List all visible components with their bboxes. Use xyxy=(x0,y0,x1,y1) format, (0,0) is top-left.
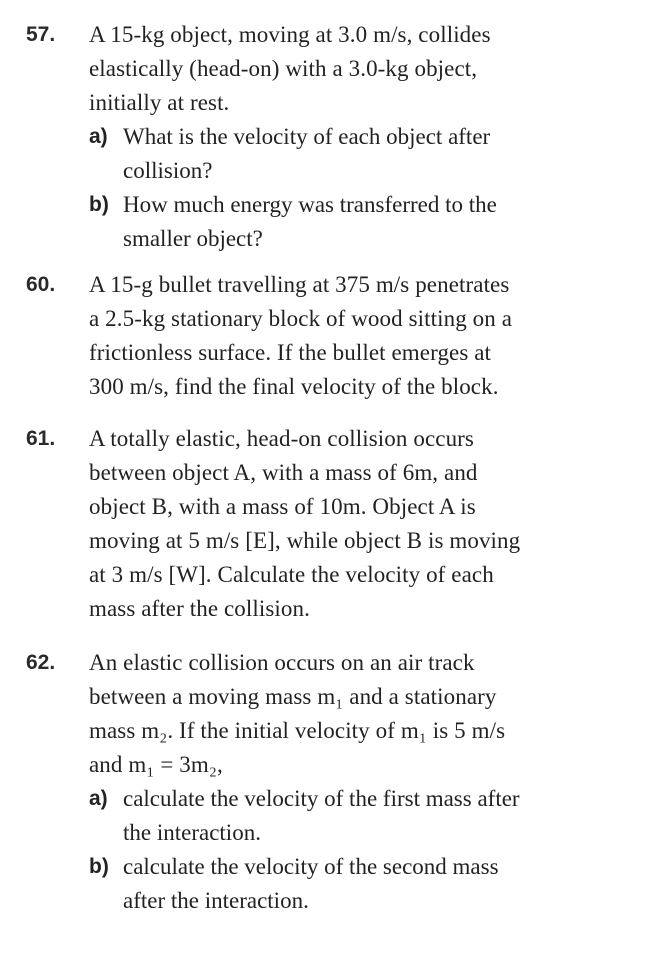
stem-line: a 2.5-kg stationary block of wood sitting on a xyxy=(89,306,513,331)
sub-question-label: b) xyxy=(89,193,109,216)
sub-question-b xyxy=(89,850,646,918)
problem-number: 60. xyxy=(26,273,56,296)
problem-stem xyxy=(89,422,646,626)
stem-line: initially at rest. xyxy=(89,90,230,115)
sub-question-line: What is the velocity of each object after xyxy=(123,124,491,149)
problem-number: 61. xyxy=(26,427,56,450)
stem-line: An elastic collision occurs on an air track xyxy=(89,650,475,675)
sub-question-line: collision? xyxy=(123,158,213,183)
problem-57 xyxy=(26,18,646,256)
stem-line: mass m₂. If the initial velocity of m₁ is 5 m/s xyxy=(89,718,506,743)
sub-question-line: the interaction. xyxy=(123,820,261,845)
sub-question-a xyxy=(89,782,646,850)
stem-line: frictionless surface. If the bullet emerges at xyxy=(89,340,492,365)
sub-question-a xyxy=(89,120,646,188)
stem-line: moving at 5 m/s [E], while object B is moving xyxy=(89,528,521,553)
stem-line: 300 m/s, find the final velocity of the block. xyxy=(89,374,499,399)
stem-line: object B, with a mass of 10m. Object A is xyxy=(89,494,476,519)
problem-60 xyxy=(26,268,646,404)
problem-62 xyxy=(26,646,646,918)
problem-stem xyxy=(89,268,646,404)
sub-question-b xyxy=(89,188,646,256)
stem-line: A 15-g bullet travelling at 375 m/s penetrates xyxy=(89,272,510,297)
stem-line: between object A, with a mass of 6m, and xyxy=(89,460,478,485)
stem-line: A 15-kg object, moving at 3.0 m/s, collides xyxy=(89,22,491,47)
stem-line: and m₁ = 3m₂, xyxy=(89,752,223,777)
sub-question-label: b) xyxy=(89,855,109,878)
sub-question-label: a) xyxy=(89,125,108,148)
sub-question-line: How much energy was transferred to the xyxy=(123,192,497,217)
sub-question-line: calculate the velocity of the first mass after xyxy=(123,786,520,811)
problem-number: 57. xyxy=(26,23,56,46)
sub-question-line: smaller object? xyxy=(123,226,263,251)
sub-question-line: after the interaction. xyxy=(123,888,309,913)
stem-line: A totally elastic, head-on collision occurs xyxy=(89,426,474,451)
problem-stem xyxy=(89,646,646,782)
problem-61 xyxy=(26,422,646,626)
sub-question-label: a) xyxy=(89,787,108,810)
stem-line: at 3 m/s [W]. Calculate the velocity of each xyxy=(89,562,494,587)
problem-number: 62. xyxy=(26,651,56,674)
stem-line: elastically (head-on) with a 3.0-kg object, xyxy=(89,56,478,81)
problem-stem xyxy=(89,18,646,120)
sub-question-line: calculate the velocity of the second mass xyxy=(123,854,499,879)
stem-line: mass after the collision. xyxy=(89,596,310,621)
stem-line: between a moving mass m₁ and a stationary xyxy=(89,684,497,709)
